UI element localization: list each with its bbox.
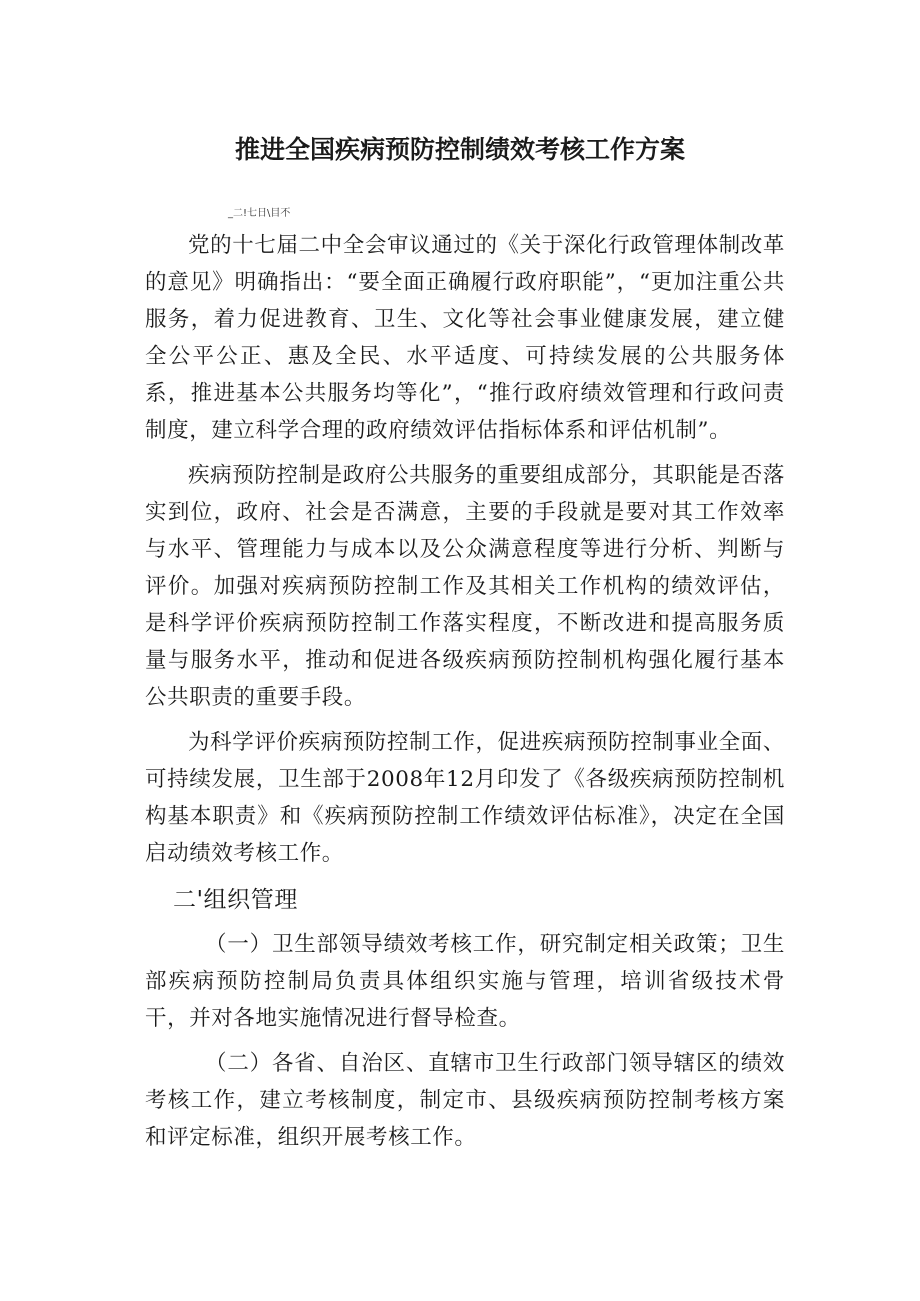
section-mark: _二!七日\目不 xyxy=(228,208,291,219)
section-heading-organization: 二'组织管理 xyxy=(173,887,298,913)
list-item-2: （二）各省、自治区、直辖市卫生行政部门领导辖区的绩效考核工作，建立考核制度，制定市、县级疾病预防控制考核方案和评定标准，组织开展考核工作。 xyxy=(145,1051,785,1150)
document-title: 推进全国疾病预防控制绩效考核工作方案 xyxy=(234,135,685,164)
paragraph-2: 疾病预防控制是政府公共服务的重要组成部分，其职能是否落实到位，政府、社会是否满意，主要的手段就是要对其工作效率与水平、管理能力与成本以及公众满意程度等进行分析、判断与评价。加强对疾病预防控制工作及其相关工作机构的绩效评估，是科学评价疾病预防控制工作落实程度，不断改进和提高服务质量与服务水平，推动和促进各级疾病预防控制机构强化履行基本公共职责的重要手段。 xyxy=(145,463,785,710)
document-body xyxy=(145,227,785,1164)
paragraph-1: 党的十七届二中全会审议通过的《关于深化行政管理体制改革的意见》明确指出：“要全面正确履行政府职能”，“更加注重公共服务，着力促进教育、卫生、文化等社会事业健康发展，建立健全公平公正、惠及全民、水平适度、可持续发展的公共服务体系，推进基本公共服务均等化”，“推行政府绩效管理和行政问责制度，建立科学合理的政府绩效评估指标体系和评估机制”。 xyxy=(145,233,785,443)
paragraph-3: 为科学评价疾病预防控制工作，促进疾病预防控制事业全面、可持续发展，卫生部于2008年12月印发了《各级疾病预防控制机构基本职责》和《疾病预防控制工作绩效评估标准》，决定在全国启动绩效考核工作。 xyxy=(145,730,785,866)
list-item-1: （一）卫生部领导绩效考核工作，研究制定相关政策；卫生部疾病预防控制局负责具体组织实施与管理，培训省级技术骨干，并对各地实施情况进行督导检查。 xyxy=(145,932,785,1031)
